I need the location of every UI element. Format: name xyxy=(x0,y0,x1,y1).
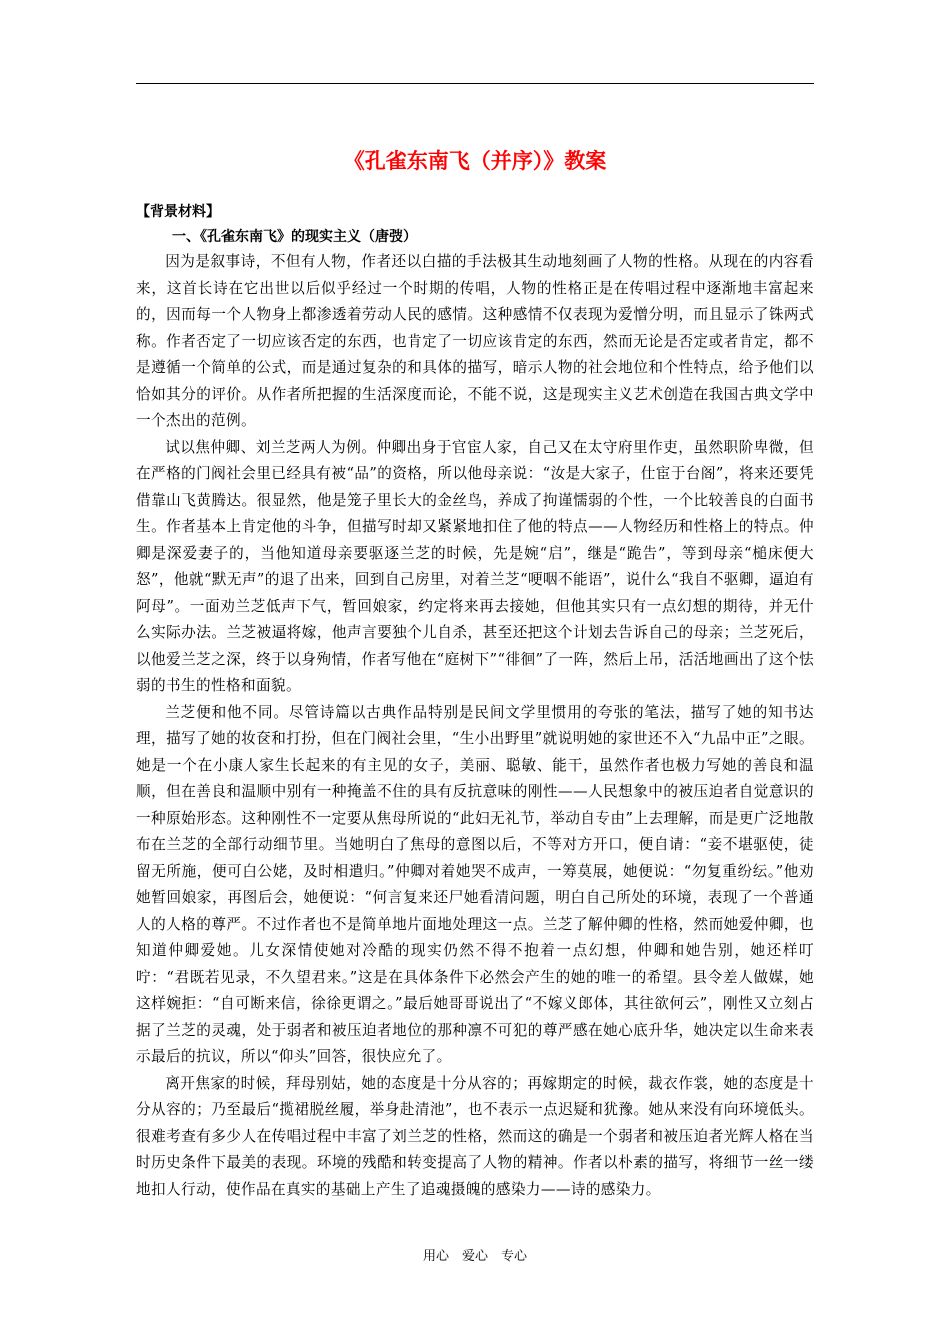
article-subheading: 一、《孔雀东南飞》的现实主义（唐弢） xyxy=(172,229,417,245)
header-rule xyxy=(136,83,814,84)
section-label: 【背景材料】 xyxy=(136,204,220,220)
article-body xyxy=(136,249,814,1203)
paragraph-2: 试以焦仲卿、刘兰芝两人为例。仲卿出身于官宦人家，自己又在太守府里作吏，虽然职阶卑微，但在严格的门阀社会里已经具有被“品”的资格，所以他母亲说：“汝是大家子，仕宦于台阁”，将来还要凭借靠山飞黄腾达。很显然，他是笼子里长大的金丝鸟，养成了拘谨懦弱的个性，一个比较善良的白面书生。作者基本上肯定他的斗争，但描写时却又紧紧地扣住了他的特点——人物经历和性格上的特点。仲卿是深爱妻子的，当他知道母亲要驱逐兰芝的时候，先是婉“启”，继是“跪告”，等到母亲“槌床便大怒”，他就“默无声”的退了出来，回到自己房里，对着兰芝“哽咽不能语”，说什么“我自不驱卿，逼迫有阿母”。一面劝兰芝低声下气，暂回娘家，约定将来再去接她，但他其实只有一点幻想的期待，并无什么实际办法。兰芝被逼将嫁，他声言要独个儿自杀，甚至还把这个计划去告诉自己的母亲；兰芝死后，以他爱兰芝之深，终于以身殉情，作者写他在“庭树下”“徘徊”了一阵，然后上吊，活活地画出了这个怯弱的书生的性格和面貌。 xyxy=(136,438,814,694)
paragraph-4: 离开焦家的时候，拜母别姑，她的态度是十分从容的；再嫁期定的时候，裁衣作裳，她的态度是十分从容的；乃至最后“揽裙脱丝履，举身赴清池”，也不表示一点迟疑和犹豫。她从来没有向环境低头。很难考查有多少人在传唱过程中丰富了刘兰芝的性格，然而这的确是一个弱者和被压迫者光辉人格在当时历史条件下最美的表现。环境的残酷和转变提高了人物的精神。作者以朴素的描写，将细节一丝一缕地扣人行动，使作品在真实的基础上产生了追魂摄魄的感染力——诗的感染力。 xyxy=(136,1074,814,1198)
page-footer: 用心 爱心 专心 xyxy=(422,1249,527,1264)
paragraph-1: 因为是叙事诗，不但有人物，作者还以白描的手法极其生动地刻画了人物的性格。从现在的内容看来，这首长诗在它出世以后似乎经过一个时期的传唱，人物的性格正是在传唱过程中逐渐地丰富起来的，因而每一个人物身上都渗透着劳动人民的感情。这种感情不仅表现为爱憎分明，而且显示了铢两式称。作者否定了一切应该否定的东西，也肯定了一切应该肯定的东西，然而无论是否定或者肯定，都不是遵循一个简单的公式，而是通过复杂的和具体的描写，暗示人物的社会地位和个性特点，给予他们以恰如其分的评价。从作者所把握的生活深度而论，不能不说，这是现实主义艺术创造在我国古典文学中一个杰出的范例。 xyxy=(136,253,814,429)
paragraph-3: 兰芝便和他不同。尽管诗篇以古典作品特别是民间文学里惯用的夸张的笔法，描写了她的知书达理，描写了她的妆奁和打扮，但在门阀社会里，“生小出野里”就说明她的家世还不入“九品中正”之眼。她是一个在小康人家生长起来的有主见的女子，美丽、聪敏、能干，虽然作者也极力写她的善良和温顺，但在善良和温顺中别有一种掩盖不住的具有反抗意味的刚性——人民想象中的被压迫者自觉意识的一种原始形态。这种刚性不一定要从焦母所说的“此妇无礼节，举动自专由”上去理解，而是更广泛地散布在兰芝的全部行动细节里。当她明白了焦母的意图以后，不等对方开口，便自请：“妾不堪驱使，徒留无所施，便可白公姥，及时相遣归。”仲卿对着她哭不成声，一筹莫展，她便说：“勿复重纷纭。”他劝她暂回娘家，再图后会，她便说：“何言复来还尸她看清问题，明白自己所处的环境，表现了一个普通人的人格的尊严。不过作者也不是简单地片面地处理这一点。兰芝了解仲卿的性格，然而她爱仲卿，也知道仲卿爱她。儿女深情使她对冷酷的现实仍然不得不抱着一点幻想，仲卿和她告别，她还样叮咛：“君既若见录，不久望君来。”这是在具体条件下必然会产生的她的唯一的希望。县令差人做媒，她这样婉拒：“自可断来信，徐徐更谓之。”最后她哥哥说出了“不嫁义郎体，其往欲何云”，刚性又立刻占据了兰芝的灵魂，处于弱者和被压迫者地位的那种凛不可犯的尊严感在她心底升华，她决定以生命来表示最后的抗议，所以“仰头”回答，很快应允了。 xyxy=(136,703,814,1065)
document-title: 《孔雀东南飞（并序）》教案 xyxy=(343,149,607,173)
